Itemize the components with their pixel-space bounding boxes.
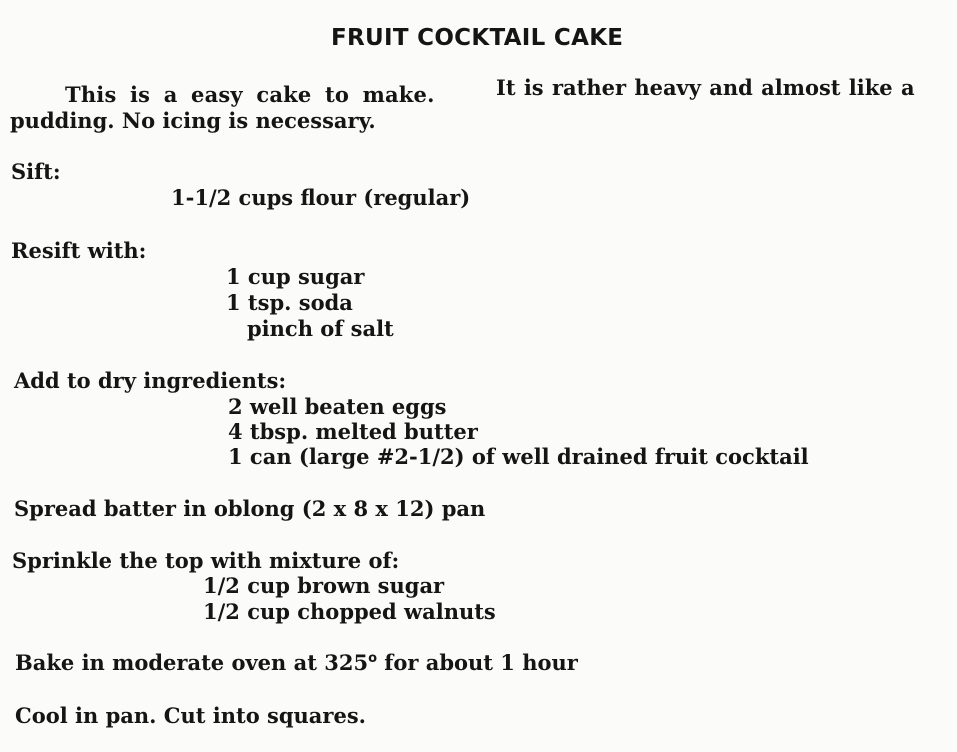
sprinkle-label: Sprinkle the top with mixture of: bbox=[12, 548, 400, 573]
add-label: Add to dry ingredients: bbox=[14, 368, 287, 393]
add-item: 2 well beaten eggs bbox=[228, 394, 447, 419]
recipe-title: FRUIT COCKTAIL CAKE bbox=[331, 25, 624, 51]
degree-symbol: o bbox=[368, 651, 377, 666]
add-item: 4 tbsp. melted butter bbox=[228, 419, 478, 444]
resift-item: 1 cup sugar bbox=[226, 264, 365, 289]
resift-item: pinch of salt bbox=[247, 316, 394, 341]
sift-item: 1-1/2 cups flour (regular) bbox=[171, 185, 471, 210]
add-item: 1 can (large #2-1/2) of well drained fruit cocktail bbox=[228, 444, 809, 469]
sprinkle-item: 1/2 cup chopped walnuts bbox=[203, 599, 496, 624]
bake-text: Bake in moderate oven at 325 bbox=[15, 650, 369, 675]
sift-label: Sift: bbox=[11, 159, 61, 184]
bake-duration: for about 1 hour bbox=[377, 650, 578, 675]
intro-line-1a: This is a easy cake to make. bbox=[65, 82, 435, 107]
intro-line-1b: It is rather heavy and almost like a bbox=[496, 75, 915, 100]
resift-label: Resift with: bbox=[11, 238, 147, 263]
resift-item: 1 tsp. soda bbox=[226, 290, 353, 315]
intro-line-2: pudding. No icing is necessary. bbox=[10, 108, 376, 133]
bake-step bbox=[15, 652, 578, 673]
sprinkle-item: 1/2 cup brown sugar bbox=[203, 573, 445, 598]
cool-step: Cool in pan. Cut into squares. bbox=[15, 703, 366, 728]
spread-step: Spread batter in oblong (2 x 8 x 12) pan bbox=[14, 496, 486, 521]
